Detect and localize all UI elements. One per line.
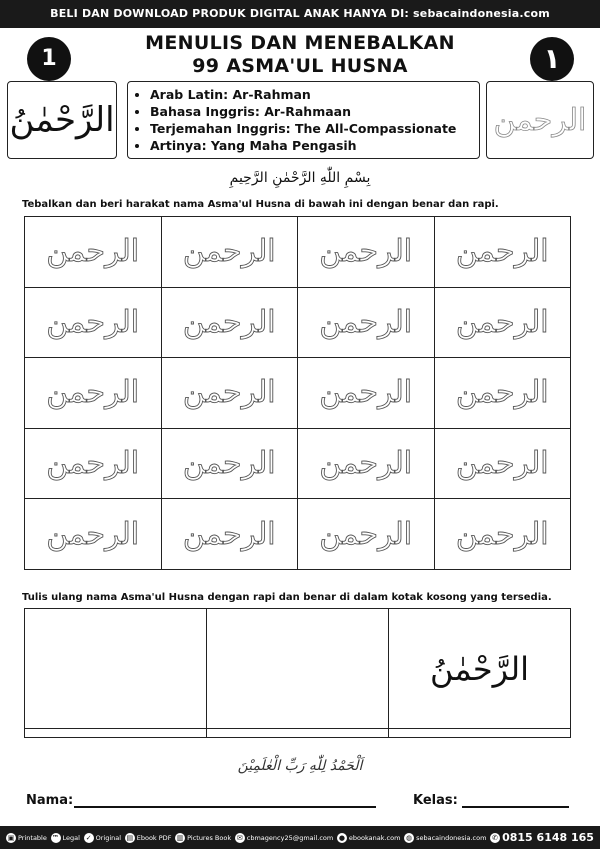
trace-cell[interactable] <box>161 287 298 358</box>
trace-word: الرحمن <box>455 375 549 411</box>
basmalah: بِسْمِ اللّٰهِ الرَّحْمٰنِ الرَّحِيمِ <box>229 170 371 186</box>
writing-box[interactable] <box>25 609 207 729</box>
trace-cell[interactable] <box>434 287 571 358</box>
trace-word: الرحمن <box>46 304 140 340</box>
trace-cell[interactable] <box>161 499 298 570</box>
trace-word: الرحمن <box>455 516 549 552</box>
trace-word: الرحمن <box>182 234 276 270</box>
trace-cell[interactable] <box>25 217 162 288</box>
kelas-line[interactable] <box>462 806 569 808</box>
trace-word: الرحمن <box>319 446 413 482</box>
trace-word: الرحمن <box>319 234 413 270</box>
trace-cell[interactable] <box>161 428 298 499</box>
trace-word: الرحمن <box>319 516 413 552</box>
footer-ebookanak: ● ebookanak.com <box>338 833 401 842</box>
footer-pictures: ▥ Pictures Book <box>176 833 232 842</box>
info-box <box>127 81 480 159</box>
trace-word: الرحمن <box>46 375 140 411</box>
trademark-icon: ™ <box>52 833 60 842</box>
trace-word: الرحمن <box>46 446 140 482</box>
title-line-1: MENULIS DAN MENEBALKAN <box>145 32 455 54</box>
footer-bar <box>0 826 600 849</box>
trace-cell[interactable] <box>298 287 435 358</box>
trace-row <box>25 499 571 570</box>
trace-cell[interactable] <box>434 428 571 499</box>
trace-cell[interactable] <box>434 217 571 288</box>
footer-phone: ✆ 0815 6148 165 <box>490 831 594 844</box>
trace-word: الرحمن <box>455 234 549 270</box>
arabic-name: الرَّحْمٰنُ <box>9 100 115 140</box>
footer-ebook: ▤ Ebook PDF <box>126 833 172 842</box>
writing-box[interactable] <box>207 729 389 738</box>
trace-word: الرحمن <box>46 234 140 270</box>
document-icon: ▤ <box>126 833 134 842</box>
kelas-label: Kelas: <box>413 793 458 808</box>
info-bahasa-inggris: • Bahasa Inggris: Ar-Rahmaan <box>150 103 471 120</box>
trace-word: الرحمن <box>319 375 413 411</box>
title-line-2: 99 ASMA'UL HUSNA <box>192 55 408 77</box>
trace-cell[interactable] <box>25 428 162 499</box>
writing-grid <box>24 608 571 738</box>
trace-word: الرحمن <box>46 516 140 552</box>
instruction-trace: Tebalkan dan beri harakat nama Asma'ul Husna di bawah ini dengan benar dan rapi. <box>22 199 499 210</box>
writing-example-box <box>389 609 571 729</box>
globe-icon: ◍ <box>406 833 413 842</box>
badge-icon: ✓ <box>84 833 94 843</box>
footer-original: ✓ Original <box>84 833 121 843</box>
trace-cell[interactable] <box>298 428 435 499</box>
footer-email: ✉ cbmagency25@gmail.com <box>235 833 333 843</box>
trace-word: الرحمن <box>182 375 276 411</box>
trace-cell[interactable] <box>434 358 571 429</box>
trace-cell[interactable] <box>298 217 435 288</box>
trace-cell[interactable] <box>434 499 571 570</box>
nama-label: Nama: <box>26 793 74 808</box>
footer-legal: ™ Legal <box>52 833 80 842</box>
arabic-name-box <box>7 81 117 159</box>
printer-icon: ▣ <box>7 833 15 842</box>
arabic-name-example: الرَّحْمٰنُ <box>430 649 529 688</box>
info-terjemahan: • Terjemahan Inggris: The All-Compassionate <box>150 120 471 137</box>
page-title <box>90 32 510 78</box>
writing-box[interactable] <box>389 729 571 738</box>
trace-word: الرحمن <box>182 446 276 482</box>
trace-word: الرحمن <box>319 304 413 340</box>
top-banner: BELI DAN DOWNLOAD PRODUK DIGITAL ANAK HANYA DI: sebacaindonesia.com <box>0 0 600 28</box>
nama-line[interactable] <box>74 806 376 808</box>
trace-row <box>25 287 571 358</box>
trace-cell[interactable] <box>298 358 435 429</box>
closing-hamdalah: اَلْحَمْدُ لِلّٰهِ رَبِّ الْعٰلَمِيْنَ <box>237 758 363 774</box>
trace-cell[interactable] <box>25 287 162 358</box>
book-icon: ▥ <box>176 833 184 842</box>
number-badge-arabic: ١ <box>530 37 574 81</box>
instruction-write: Tulis ulang nama Asma'ul Husna dengan rapi dan benar di dalam kotak kosong yang tersedia. <box>22 592 552 603</box>
footer-printable: ▣ Printable <box>7 833 47 842</box>
trace-word: الرحمن <box>182 516 276 552</box>
trace-cell[interactable] <box>161 217 298 288</box>
footer-website: ◍ sebacaindonesia.com <box>406 833 487 842</box>
arabic-trace-box <box>486 81 594 159</box>
number-badge-latin: 1 <box>27 37 71 81</box>
trace-grid <box>24 216 571 570</box>
trace-row <box>25 217 571 288</box>
trace-word: الرحمن <box>182 304 276 340</box>
logo-icon: ● <box>338 833 345 842</box>
arabic-trace-sample: الرحمن <box>493 102 587 138</box>
trace-row <box>25 358 571 429</box>
trace-word: الرحمن <box>455 304 549 340</box>
trace-cell[interactable] <box>25 358 162 429</box>
trace-word: الرحمن <box>455 446 549 482</box>
info-arab-latin: • Arab Latin: Ar-Rahman <box>150 86 471 103</box>
trace-cell[interactable] <box>25 499 162 570</box>
mail-icon: ✉ <box>235 833 245 843</box>
info-artinya: • Artinya: Yang Maha Pengasih <box>150 137 471 154</box>
writing-box[interactable] <box>25 729 207 738</box>
trace-row <box>25 428 571 499</box>
writing-box[interactable] <box>207 609 389 729</box>
trace-cell[interactable] <box>161 358 298 429</box>
whatsapp-icon: ✆ <box>490 833 500 843</box>
trace-cell[interactable] <box>298 499 435 570</box>
